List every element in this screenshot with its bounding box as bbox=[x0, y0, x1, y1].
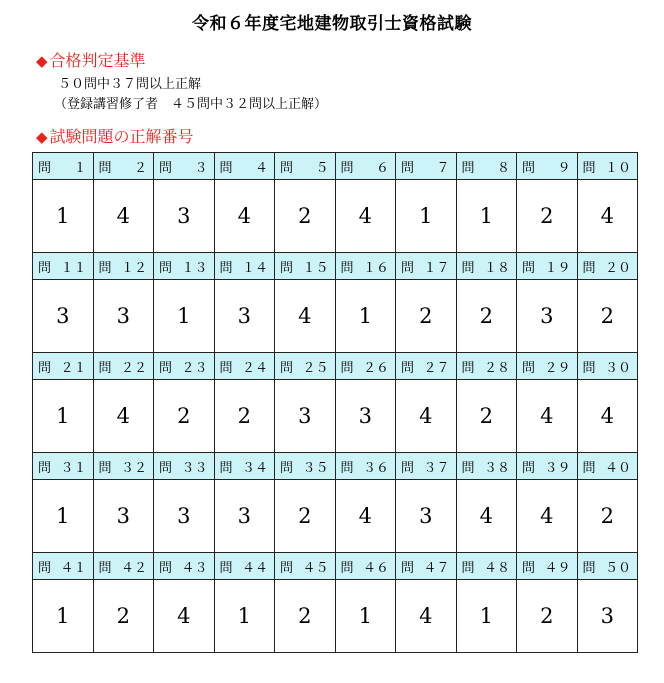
question-number: ３８ bbox=[483, 460, 510, 476]
question-number: １６ bbox=[362, 260, 389, 276]
question-number: １４ bbox=[241, 260, 268, 276]
question-number-cell bbox=[577, 353, 638, 380]
answer-cell: 4 bbox=[335, 180, 396, 253]
question-number: １ bbox=[73, 160, 87, 176]
question-prefix: 問 bbox=[219, 160, 233, 176]
answer-row bbox=[33, 380, 638, 453]
criteria-line-2: （登録講習修了者 ４５問中３２問以上正解） bbox=[54, 97, 328, 112]
question-number-cell bbox=[456, 553, 517, 580]
question-number: ２ bbox=[133, 160, 147, 176]
answer-cell: 3 bbox=[396, 480, 457, 553]
question-number: ３５ bbox=[302, 460, 329, 476]
question-prefix: 問 bbox=[280, 160, 294, 176]
answer-cell: 4 bbox=[396, 380, 457, 453]
question-number: ３６ bbox=[362, 460, 389, 476]
answer-cell: 2 bbox=[456, 380, 517, 453]
answer-cell: 4 bbox=[517, 380, 578, 453]
question-prefix: 問 bbox=[401, 160, 415, 176]
question-prefix: 問 bbox=[98, 460, 112, 476]
question-number: ３１ bbox=[60, 460, 87, 476]
answer-cell: 1 bbox=[33, 380, 94, 453]
answer-row bbox=[33, 280, 638, 353]
question-number: １８ bbox=[483, 260, 510, 276]
answer-cell: 1 bbox=[456, 580, 517, 653]
criteria-line-1: ５０問中３７問以上正解 bbox=[58, 77, 202, 92]
question-prefix: 問 bbox=[401, 260, 415, 276]
question-number-cell bbox=[396, 353, 457, 380]
question-number: １３ bbox=[181, 260, 208, 276]
question-prefix: 問 bbox=[340, 360, 354, 376]
question-number-cell bbox=[154, 553, 215, 580]
answer-cell: 2 bbox=[517, 180, 578, 253]
answer-cell: 2 bbox=[517, 580, 578, 653]
question-number: ５ bbox=[315, 160, 329, 176]
question-number: ３４ bbox=[241, 460, 268, 476]
question-number-cell bbox=[275, 153, 336, 180]
question-prefix: 問 bbox=[159, 460, 173, 476]
answer-cell: 2 bbox=[577, 480, 638, 553]
answer-cell: 4 bbox=[335, 480, 396, 553]
question-number-row bbox=[33, 453, 638, 480]
question-prefix: 問 bbox=[159, 560, 173, 576]
answer-cell: 3 bbox=[93, 480, 154, 553]
question-number-cell bbox=[396, 153, 457, 180]
answer-cell: 3 bbox=[214, 280, 275, 353]
question-number: ３７ bbox=[423, 460, 450, 476]
question-number-cell bbox=[275, 453, 336, 480]
answer-cell: 2 bbox=[275, 580, 336, 653]
question-number-row bbox=[33, 153, 638, 180]
question-number: ２９ bbox=[544, 360, 571, 376]
question-prefix: 問 bbox=[461, 560, 475, 576]
question-number-cell bbox=[275, 553, 336, 580]
question-prefix: 問 bbox=[159, 360, 173, 376]
question-prefix: 問 bbox=[582, 460, 596, 476]
question-prefix: 問 bbox=[38, 460, 52, 476]
question-prefix: 問 bbox=[522, 260, 536, 276]
question-number-cell bbox=[577, 453, 638, 480]
question-prefix: 問 bbox=[522, 460, 536, 476]
answer-cell: 2 bbox=[577, 280, 638, 353]
answer-cell: 2 bbox=[275, 480, 336, 553]
question-prefix: 問 bbox=[461, 260, 475, 276]
question-number-cell bbox=[577, 253, 638, 280]
answer-cell: 2 bbox=[93, 580, 154, 653]
question-number: ４１ bbox=[60, 560, 87, 576]
question-number-cell bbox=[335, 253, 396, 280]
question-number-cell bbox=[335, 453, 396, 480]
question-number: ２２ bbox=[120, 360, 147, 376]
answer-cell: 4 bbox=[577, 180, 638, 253]
question-number-cell bbox=[93, 353, 154, 380]
question-prefix: 問 bbox=[582, 560, 596, 576]
question-number: ８ bbox=[496, 160, 510, 176]
question-number-cell bbox=[456, 253, 517, 280]
question-number-cell bbox=[214, 453, 275, 480]
question-number-cell bbox=[335, 153, 396, 180]
question-number-cell bbox=[214, 153, 275, 180]
question-prefix: 問 bbox=[340, 560, 354, 576]
question-number-cell bbox=[456, 153, 517, 180]
answer-cell: 4 bbox=[396, 580, 457, 653]
question-number-cell bbox=[577, 153, 638, 180]
question-number: ４５ bbox=[302, 560, 329, 576]
question-number: ２１ bbox=[60, 360, 87, 376]
answer-row bbox=[33, 180, 638, 253]
question-number: ３２ bbox=[120, 460, 147, 476]
question-number: ４２ bbox=[120, 560, 147, 576]
question-prefix: 問 bbox=[522, 360, 536, 376]
question-number-cell bbox=[154, 353, 215, 380]
question-prefix: 問 bbox=[461, 360, 475, 376]
answer-cell: 3 bbox=[93, 280, 154, 353]
question-number: ４０ bbox=[604, 460, 631, 476]
answer-cell: 1 bbox=[396, 180, 457, 253]
question-number: ２６ bbox=[362, 360, 389, 376]
criteria-heading-text: 合格判定基準 bbox=[49, 51, 146, 70]
answer-cell: 4 bbox=[93, 380, 154, 453]
question-number: ４６ bbox=[362, 560, 389, 576]
question-prefix: 問 bbox=[522, 560, 536, 576]
answer-cell: 4 bbox=[275, 280, 336, 353]
question-prefix: 問 bbox=[98, 360, 112, 376]
question-prefix: 問 bbox=[38, 160, 52, 176]
answer-cell: 2 bbox=[275, 180, 336, 253]
answer-cell: 1 bbox=[335, 280, 396, 353]
question-prefix: 問 bbox=[522, 160, 536, 176]
answers-heading bbox=[36, 124, 194, 147]
answer-cell: 2 bbox=[154, 380, 215, 453]
answer-cell: 3 bbox=[154, 180, 215, 253]
answer-cell: 2 bbox=[214, 380, 275, 453]
question-number: ４７ bbox=[423, 560, 450, 576]
question-number-cell bbox=[396, 553, 457, 580]
question-number: ２０ bbox=[604, 260, 631, 276]
question-prefix: 問 bbox=[280, 460, 294, 476]
question-number-row bbox=[33, 253, 638, 280]
question-number: ４８ bbox=[483, 560, 510, 576]
question-number-cell bbox=[517, 253, 578, 280]
question-number: ２３ bbox=[181, 360, 208, 376]
question-prefix: 問 bbox=[401, 560, 415, 576]
question-prefix: 問 bbox=[280, 560, 294, 576]
question-number-cell bbox=[154, 153, 215, 180]
question-number-cell bbox=[33, 153, 94, 180]
question-number-cell bbox=[93, 453, 154, 480]
question-number: ７ bbox=[436, 160, 450, 176]
question-number-cell bbox=[275, 353, 336, 380]
answer-cell: 4 bbox=[577, 380, 638, 453]
question-number: ３０ bbox=[604, 360, 631, 376]
question-prefix: 問 bbox=[401, 360, 415, 376]
question-number: ４４ bbox=[241, 560, 268, 576]
question-number: ２５ bbox=[302, 360, 329, 376]
answer-cell: 2 bbox=[396, 280, 457, 353]
question-number: １７ bbox=[423, 260, 450, 276]
answer-table-body bbox=[33, 153, 638, 653]
question-number-cell bbox=[93, 553, 154, 580]
answer-row bbox=[33, 580, 638, 653]
question-number: ４３ bbox=[181, 560, 208, 576]
question-prefix: 問 bbox=[159, 260, 173, 276]
question-number: ４９ bbox=[544, 560, 571, 576]
question-number-row bbox=[33, 353, 638, 380]
answer-cell: 3 bbox=[335, 380, 396, 453]
question-prefix: 問 bbox=[461, 160, 475, 176]
answer-cell: 1 bbox=[33, 480, 94, 553]
answer-cell: 2 bbox=[456, 280, 517, 353]
question-number-cell bbox=[154, 453, 215, 480]
question-prefix: 問 bbox=[340, 160, 354, 176]
question-number-cell bbox=[577, 553, 638, 580]
question-number: １９ bbox=[544, 260, 571, 276]
question-prefix: 問 bbox=[98, 560, 112, 576]
answer-cell: 3 bbox=[577, 580, 638, 653]
question-prefix: 問 bbox=[582, 260, 596, 276]
answer-cell: 3 bbox=[154, 480, 215, 553]
question-number-cell bbox=[396, 453, 457, 480]
diamond-icon: ◆ bbox=[36, 128, 48, 146]
question-number: ６ bbox=[375, 160, 389, 176]
question-number: ５０ bbox=[604, 560, 631, 576]
answer-cell: 3 bbox=[33, 280, 94, 353]
question-number-cell bbox=[396, 253, 457, 280]
question-prefix: 問 bbox=[582, 360, 596, 376]
answer-cell: 3 bbox=[275, 380, 336, 453]
question-prefix: 問 bbox=[340, 260, 354, 276]
question-prefix: 問 bbox=[38, 360, 52, 376]
question-number-cell bbox=[154, 253, 215, 280]
diamond-icon: ◆ bbox=[36, 52, 48, 70]
question-number: ４ bbox=[254, 160, 268, 176]
criteria-heading bbox=[36, 48, 146, 71]
question-number-cell bbox=[456, 353, 517, 380]
question-prefix: 問 bbox=[219, 460, 233, 476]
answer-cell: 4 bbox=[517, 480, 578, 553]
question-number-cell bbox=[517, 553, 578, 580]
answer-cell: 1 bbox=[154, 280, 215, 353]
question-number: ９ bbox=[557, 160, 571, 176]
question-prefix: 問 bbox=[401, 460, 415, 476]
question-number: １０ bbox=[604, 160, 631, 176]
answer-cell: 1 bbox=[335, 580, 396, 653]
question-number: １２ bbox=[120, 260, 147, 276]
question-prefix: 問 bbox=[98, 160, 112, 176]
question-prefix: 問 bbox=[38, 560, 52, 576]
answer-cell: 1 bbox=[33, 180, 94, 253]
question-number: ２４ bbox=[241, 360, 268, 376]
question-prefix: 問 bbox=[98, 260, 112, 276]
question-number-cell bbox=[517, 153, 578, 180]
question-number-row bbox=[33, 553, 638, 580]
answer-cell: 3 bbox=[517, 280, 578, 353]
question-number-cell bbox=[214, 353, 275, 380]
question-prefix: 問 bbox=[280, 260, 294, 276]
answer-row bbox=[33, 480, 638, 553]
answer-table bbox=[32, 152, 638, 653]
question-number-cell bbox=[456, 453, 517, 480]
question-number: ２８ bbox=[483, 360, 510, 376]
page-title: 令和６年度宅地建物取引士資格試験 bbox=[192, 14, 472, 34]
question-prefix: 問 bbox=[38, 260, 52, 276]
question-number-cell bbox=[335, 353, 396, 380]
question-number-cell bbox=[517, 353, 578, 380]
answers-heading-text: 試験問題の正解番号 bbox=[49, 127, 194, 146]
answer-cell: 1 bbox=[456, 180, 517, 253]
question-number: １５ bbox=[302, 260, 329, 276]
question-number-cell bbox=[33, 453, 94, 480]
question-prefix: 問 bbox=[219, 260, 233, 276]
question-number: ３９ bbox=[544, 460, 571, 476]
question-number-cell bbox=[275, 253, 336, 280]
question-prefix: 問 bbox=[280, 360, 294, 376]
question-prefix: 問 bbox=[582, 160, 596, 176]
question-number-cell bbox=[33, 553, 94, 580]
question-prefix: 問 bbox=[219, 360, 233, 376]
question-number-cell bbox=[335, 553, 396, 580]
question-prefix: 問 bbox=[461, 460, 475, 476]
question-number: １１ bbox=[60, 260, 87, 276]
question-number-cell bbox=[214, 553, 275, 580]
question-number-cell bbox=[33, 353, 94, 380]
question-number: ３３ bbox=[181, 460, 208, 476]
question-number-cell bbox=[93, 153, 154, 180]
question-prefix: 問 bbox=[159, 160, 173, 176]
answer-cell: 1 bbox=[33, 580, 94, 653]
question-number-cell bbox=[214, 253, 275, 280]
question-number-cell bbox=[93, 253, 154, 280]
question-number: ３ bbox=[194, 160, 208, 176]
answer-cell: 4 bbox=[93, 180, 154, 253]
answer-cell: 4 bbox=[456, 480, 517, 553]
answer-cell: 4 bbox=[214, 180, 275, 253]
question-number-cell bbox=[517, 453, 578, 480]
answer-cell: 4 bbox=[154, 580, 215, 653]
question-number-cell bbox=[33, 253, 94, 280]
answer-cell: 1 bbox=[214, 580, 275, 653]
question-prefix: 問 bbox=[340, 460, 354, 476]
answer-cell: 3 bbox=[214, 480, 275, 553]
question-number: ２７ bbox=[423, 360, 450, 376]
question-prefix: 問 bbox=[219, 560, 233, 576]
